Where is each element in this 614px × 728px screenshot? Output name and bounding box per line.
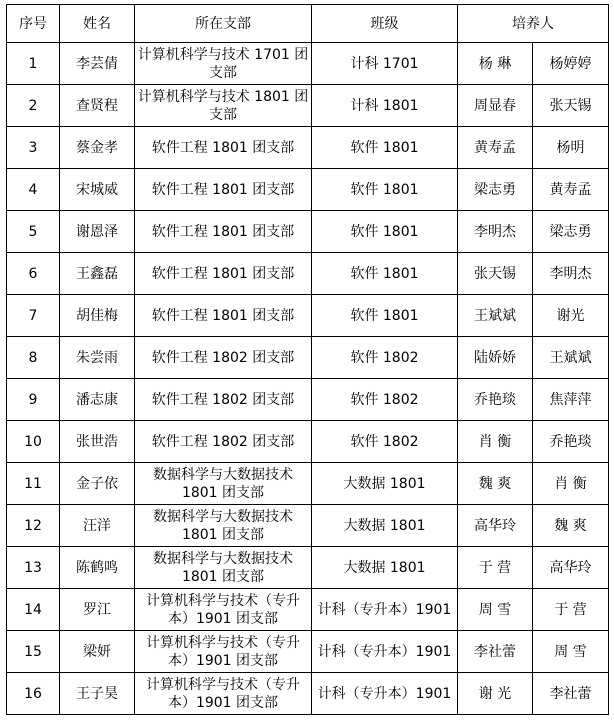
cell-number: 3	[7, 127, 60, 169]
cell-mentor-2: 肖 衡	[533, 463, 609, 505]
cell-branch: 计算机科学与技术（专升本）1901 团支部	[135, 631, 312, 673]
cell-branch: 计算机科学与技术（专升本）1901 团支部	[135, 589, 312, 631]
cell-branch: 软件工程 1802 团支部	[135, 337, 312, 379]
cell-name: 梁妍	[60, 631, 135, 673]
cell-number: 8	[7, 337, 60, 379]
cell-name: 陈鹤鸣	[60, 547, 135, 589]
table-row	[7, 337, 609, 379]
cell-branch: 软件工程 1801 团支部	[135, 253, 312, 295]
cell-class: 软件 1802	[312, 421, 458, 463]
cell-name: 谢恩泽	[60, 211, 135, 253]
cell-number: 5	[7, 211, 60, 253]
table-row	[7, 211, 609, 253]
cell-mentor-2: 乔艳琰	[533, 421, 609, 463]
cell-class: 计科（专升本）1901	[312, 589, 458, 631]
cell-mentor-2: 黄寿孟	[533, 169, 609, 211]
cell-mentor-1: 杨 琳	[458, 43, 533, 85]
cell-class: 计科 1801	[312, 85, 458, 127]
cell-mentor-1: 周显春	[458, 85, 533, 127]
cell-number: 7	[7, 295, 60, 337]
cell-name: 王子昊	[60, 673, 135, 715]
cell-name: 金子依	[60, 463, 135, 505]
cell-class: 软件 1801	[312, 169, 458, 211]
table-row	[7, 673, 609, 715]
cell-number: 9	[7, 379, 60, 421]
cell-mentor-2: 李明杰	[533, 253, 609, 295]
cell-mentor-1: 王斌斌	[458, 295, 533, 337]
header-name: 姓名	[60, 5, 135, 43]
cell-mentor-1: 高华玲	[458, 505, 533, 547]
header-branch: 所在支部	[135, 5, 312, 43]
cell-branch: 软件工程 1801 团支部	[135, 211, 312, 253]
header-number: 序号	[7, 5, 60, 43]
cell-mentor-2: 王斌斌	[533, 337, 609, 379]
cell-mentor-1: 乔艳琰	[458, 379, 533, 421]
table-row	[7, 379, 609, 421]
cell-class: 计科（专升本）1901	[312, 631, 458, 673]
cell-name: 王鑫磊	[60, 253, 135, 295]
cell-class: 软件 1802	[312, 337, 458, 379]
cell-number: 12	[7, 505, 60, 547]
cell-mentor-2: 魏 爽	[533, 505, 609, 547]
table-row	[7, 589, 609, 631]
cell-class: 计科（专升本）1901	[312, 673, 458, 715]
cell-branch: 软件工程 1801 团支部	[135, 295, 312, 337]
table-row	[7, 85, 609, 127]
cell-class: 软件 1801	[312, 253, 458, 295]
cell-mentor-2: 焦萍萍	[533, 379, 609, 421]
cell-name: 查贤程	[60, 85, 135, 127]
cell-mentor-2: 张天锡	[533, 85, 609, 127]
cell-class: 大数据 1801	[312, 505, 458, 547]
cell-number: 1	[7, 43, 60, 85]
cell-branch: 数据科学与大数据技术 1801 团支部	[135, 463, 312, 505]
cell-number: 4	[7, 169, 60, 211]
table-row	[7, 547, 609, 589]
cell-mentor-2: 李社蕾	[533, 673, 609, 715]
cell-name: 朱尝雨	[60, 337, 135, 379]
cell-mentor-1: 李社蕾	[458, 631, 533, 673]
cell-mentor-1: 张天锡	[458, 253, 533, 295]
cell-mentor-1: 陆娇娇	[458, 337, 533, 379]
cell-name: 蔡金孝	[60, 127, 135, 169]
cell-mentor-2: 高华玲	[533, 547, 609, 589]
cell-branch: 数据科学与大数据技术 1801 团支部	[135, 505, 312, 547]
cell-branch: 计算机科学与技术 1801 团支部	[135, 85, 312, 127]
table-row	[7, 421, 609, 463]
cell-branch: 计算机科学与技术（专升本）1901 团支部	[135, 673, 312, 715]
cell-class: 软件 1801	[312, 211, 458, 253]
cell-mentor-1: 魏 爽	[458, 463, 533, 505]
cell-name: 罗江	[60, 589, 135, 631]
cell-class: 大数据 1801	[312, 547, 458, 589]
cell-class: 计科 1701	[312, 43, 458, 85]
cell-number: 11	[7, 463, 60, 505]
member-roster-table	[6, 4, 609, 715]
cell-name: 张世浩	[60, 421, 135, 463]
table-row	[7, 463, 609, 505]
cell-mentor-1: 于 营	[458, 547, 533, 589]
cell-number: 10	[7, 421, 60, 463]
cell-number: 16	[7, 673, 60, 715]
cell-number: 2	[7, 85, 60, 127]
cell-mentor-1: 周 雪	[458, 589, 533, 631]
cell-mentor-2: 于 营	[533, 589, 609, 631]
cell-class: 软件 1801	[312, 127, 458, 169]
cell-branch: 软件工程 1801 团支部	[135, 127, 312, 169]
header-class: 班级	[312, 5, 458, 43]
table-row	[7, 169, 609, 211]
cell-name: 胡佳梅	[60, 295, 135, 337]
table-row	[7, 43, 609, 85]
table-row	[7, 127, 609, 169]
table-row	[7, 505, 609, 547]
table-row	[7, 253, 609, 295]
cell-name: 汪洋	[60, 505, 135, 547]
cell-name: 宋城威	[60, 169, 135, 211]
cell-number: 13	[7, 547, 60, 589]
cell-branch: 软件工程 1802 团支部	[135, 379, 312, 421]
cell-mentor-1: 肖 衡	[458, 421, 533, 463]
cell-name: 李芸倩	[60, 43, 135, 85]
cell-branch: 软件工程 1802 团支部	[135, 421, 312, 463]
cell-mentor-1: 黄寿孟	[458, 127, 533, 169]
cell-branch: 数据科学与大数据技术 1801 团支部	[135, 547, 312, 589]
table-header	[7, 5, 609, 43]
cell-mentor-2: 谢光	[533, 295, 609, 337]
cell-branch: 软件工程 1801 团支部	[135, 169, 312, 211]
cell-number: 6	[7, 253, 60, 295]
cell-number: 14	[7, 589, 60, 631]
header-row	[7, 5, 609, 43]
cell-mentor-2: 周 雪	[533, 631, 609, 673]
header-mentors: 培养人	[458, 5, 609, 43]
cell-mentor-1: 梁志勇	[458, 169, 533, 211]
cell-class: 软件 1802	[312, 379, 458, 421]
cell-class: 大数据 1801	[312, 463, 458, 505]
cell-class: 软件 1801	[312, 295, 458, 337]
cell-mentor-1: 谢 光	[458, 673, 533, 715]
cell-mentor-2: 杨婷婷	[533, 43, 609, 85]
cell-number: 15	[7, 631, 60, 673]
table-body	[7, 43, 609, 715]
cell-name: 潘志康	[60, 379, 135, 421]
cell-branch: 计算机科学与技术 1701 团支部	[135, 43, 312, 85]
cell-mentor-1: 李明杰	[458, 211, 533, 253]
table-row	[7, 631, 609, 673]
cell-mentor-2: 杨明	[533, 127, 609, 169]
table-row	[7, 295, 609, 337]
cell-mentor-2: 梁志勇	[533, 211, 609, 253]
